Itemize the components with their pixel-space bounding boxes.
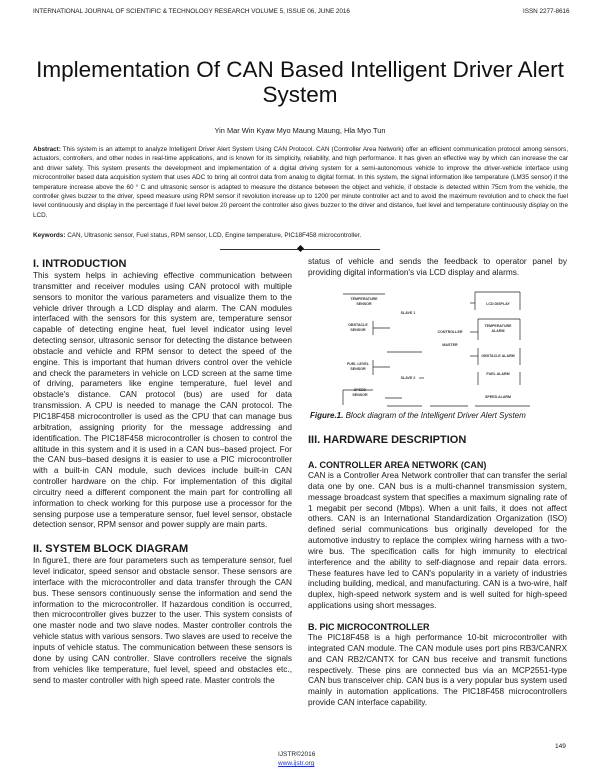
block-fuel-sensor-line2: SENSOR <box>350 367 366 371</box>
website-link[interactable]: www.ijstr.org <box>278 760 315 767</box>
separator-diamond-icon <box>297 245 304 252</box>
left-column <box>33 258 292 686</box>
section-heading-hardware: III. HARDWARE DESCRIPTION <box>308 434 467 446</box>
block-temperature-sensor-line1: TEMPERATURE <box>350 297 378 301</box>
subsection-heading-pic: B. PIC MICROCONTROLLER <box>308 621 430 632</box>
abstract-text: This system is an attempt to analyze Intelligent Driver Alert System Using CAN Protocol. CAN (Controller Area Network) offer an efficient communication protocol among sensors, actuators, controllers, and other nodes in real-time applications, and is known for its simplicity, reliability, and high performance. It has given an effective way by which can increase the car and driver safety. This system presents the development and implementation of a digital driving system for a semi-autonomous vehicle to improve the driver-vehicle interface using microcontroller based data acquisition system that uses ADC to bring all control data from analog to digital format. In this system, the signal information like temperature (LM35 sensor) if the temperature increase above the 60 ° C and ultrasonic sensor is adapted to measure the distance between the object and vehicle, if obstacle is detected within 75cm from the vehicle, the controller gives buzzer to the driver, speed measure using RPM sensor if revolution increase up to 1200 per minute controller act and to avoid the maximum revolution and to check the fuel level continuously and display in the percentage if fuel level below 20 percent the controller also gives buzzer to the driver and distance, fuel level and temperature continuously display on the LCD. <box>33 146 568 219</box>
section-heading-block-diagram: II. SYSTEM BLOCK DIAGRAM <box>33 543 189 556</box>
page-number: 149 <box>555 743 566 750</box>
block-speed-sensor-line1: SPEED <box>353 388 367 392</box>
block-temperature-alarm-line2: ALARM <box>491 329 505 333</box>
pic-text: The PIC18F458 is a high performance 10-bit microcontroller with integrated CAN module. The CAN module uses port pins RB3/CANRX and CAN RB2/CANTX for CAN bus receive and transmit functions respectively. These pins are connected bus via an MCP2551-type CAN bus transceiver chip. CAN bus is a very popular bus system used mainly in automation applications. The PIC18F458 microcontrollers provide CAN interface capability. <box>308 632 567 708</box>
figure-caption-text: Block diagram of the Intelligent Driver Alert System <box>345 411 526 420</box>
block-diagram-text: In figure1, there are four parameters such as temperature sensor, fuel level indicator, speed sensor and obstacle sensor. These sensors are interface with the microcontroller and data transfer through the CAN bus. These sensors continuously sense the information and send the information to the microcontroller. If hazardous condition is occurred, then microcontroller gives buzzer to the user. This system consists of one master node and two slave nodes. Master controller controls the vehicle status with various sensors. Two slaves are used to receive the inputs of vehicle status. The communication between these sensors is done by using CAN controller. Slave controllers receive the signals from vehicles like temperature, fuel level, speed and obstacles etc., send to master controller with high speed rate. Master controls the <box>33 556 292 685</box>
block-master: MASTER <box>442 343 458 347</box>
right-column <box>308 434 567 709</box>
can-text: CAN is a Controller Area Network controller that can transfer the serial data one by one. CAN bus is a multi-channel transmission system, message broadcast system that specifies a maximum signaling rate of 1 megabit per second (Mbps). When a unit fails, it does not affect others. CAN is an International Standardization Organization (ISO) defined serial communications bus originally developed for the automotive industry to replace the complex wiring harness with a two-wire bus. The specification calls for high immunity to electrical interference and the ability to self-diagnose and repair data errors. These features have led to CAN's popularity in a variety of industries including building, medical, and manufacturing. CAN is a two-wire, half duplex, high-speed network system and is well suited for high-speed applications using short messages. <box>308 471 567 611</box>
block-fuel-alarm: FUEL ALARM <box>486 372 510 376</box>
block-fuel-sensor-line1: FUEL LEVEL <box>347 362 369 366</box>
block-lcd-display: LCD DISPLAY <box>486 302 510 306</box>
block-slave-1: SLAVE 1 <box>400 311 416 315</box>
paper-title: Implementation Of CAN Based Intelligent Driver Alert System <box>36 57 564 107</box>
block-obstacle-sensor-line1: OBSTACLE <box>348 323 368 327</box>
footer <box>278 750 315 768</box>
block-diagram-figure <box>330 290 530 408</box>
block-obstacle-sensor-line2: SENSOR <box>350 328 366 332</box>
block-obstacle-alarm: OBSTACLE ALARM <box>481 354 515 358</box>
copyright: IJSTR©2016 <box>278 751 316 758</box>
authors: Yin Mar Win Kyaw Myo Maung Maung, Hla Myo Tun <box>214 126 386 135</box>
section-heading-introduction: I. INTRODUCTION <box>33 258 127 270</box>
block-temperature-alarm-line1: TEMPERATURE <box>484 324 512 328</box>
keywords-label: Keywords: <box>33 232 66 239</box>
keywords-text: CAN, Ultrasonic sensor, Fuel status, RPM sensor, LCD, Engine temperature, PIC18F458 microcontroller. <box>67 232 362 239</box>
figure-caption-label: Figure.1. <box>310 411 344 420</box>
block-speed-alarm: SPEED ALARM <box>484 395 512 399</box>
block-temperature-sensor-line2: SENSOR <box>356 302 372 306</box>
block-slave-2: SLAVE 2 <box>400 376 416 380</box>
block-diagram-text-continued: status of vehicle and sends the feedback to operator panel by providing digital information's via LCD display and alarms. <box>308 257 567 277</box>
abstract-label: Abstract: <box>33 146 61 153</box>
block-speed-sensor-line2: SENSOR <box>352 393 368 397</box>
introduction-text: This system helps in achieving effective communication between transmitter and receiver modules using CAN protocol with multiple sensors to monitor the various parameters and visualize them to the vehicle driver through a LCD display and alarm. The CAN modules interfaced with the sensors for this system are, temperature sensor capable of detecting engine heat, fuel level indicator using level detecting sensor, ultrasonic sensor for detecting the distance between obstacle and vehicle and RPM sensor to detect the speed of the engine. This is important that human drivers control over the vehicle and check the parameters in vehicle on LCD screen at the same time of driving, parameters like engine temperature, fuel level and obstacle's distance. CAN protocol (bus) are used for data transmission. A CPU is needed to manage the CAN protocol. The PIC18F458 microcontroller is used as the CPU that can manage bus arbitration, assigning priority for the message addressing and identification. The PIC18F458 microcontroller is chosen to control the altitude in this system and it is used in a CAN bus–based project. For the CAN bus–based designs it is easier to use a PIC microcontroller with a built-in CAN module, such devices include built-in CAN controller hardware on the chip. For implementation of this digital circuitry need a different component the main part for controlling all information to check working for this purpose use a processor for the sensing purpose use a temperature sensor, fuel level sensor, obstacle detection sensor, RPM sensor and power supply are main parts. <box>33 271 292 530</box>
figure-caption <box>310 411 526 420</box>
subsection-heading-can: A. CONTROLLER AREA NETWORK (CAN) <box>308 460 487 470</box>
block-controller: CONTROLLER <box>437 330 463 334</box>
journal-header: INTERNATIONAL JOURNAL OF SCIENTIFIC & TECHNOLOGY RESEARCH VOLUME 5, ISSUE 06, JUNE 2016 <box>33 8 350 15</box>
abstract <box>33 145 568 220</box>
issn: ISSN 2277-8616 <box>523 8 570 15</box>
keywords <box>33 232 568 239</box>
